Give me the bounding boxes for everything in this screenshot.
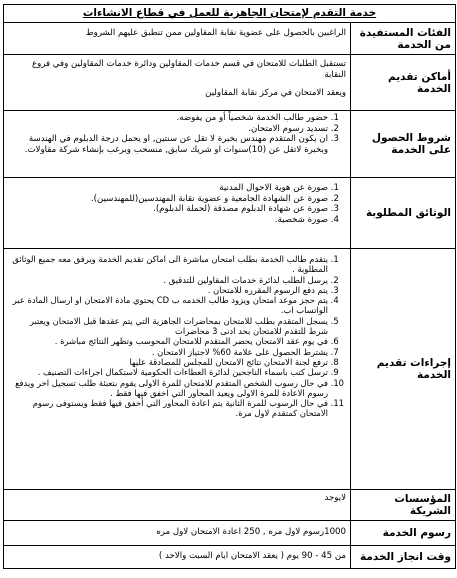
list-item: 1. حضور طالب الخدمة شخصياً أو من يفوضه.	[8, 113, 328, 124]
list-item: 3. صورة عن شهادة الدبلوم مصدقة (لحملة الدبلوم).	[8, 204, 328, 215]
duration-content	[4, 546, 351, 568]
list-item: 2. تسديد رسوم الامتحان.	[8, 124, 328, 135]
beneficiaries-text: الراغبين بالحصول على عضوية نقابة المقاولين ممن تنطبق عليهم الشروط	[85, 28, 346, 38]
document-title: خدمة التقدم لإمتحان الجاهزية للعمل في قطاع الانشاءات	[4, 5, 455, 23]
locations-line-2: ويعقد الامتحان في مركز نقابة المقاولين	[205, 88, 346, 99]
fees-text: 1000رسوم لاول مره , 250 اعادة الامتحان لاول مره	[156, 527, 346, 537]
list-item: 7. يشترط الحصول على علامة 60% لاجتياز الامتحان .	[8, 347, 328, 357]
list-item: 11. في حال الرسوب للمرة الثانية يتم اعادة المحاور التي أخفق فيها فقط ويستوفى رسوم الامتحان كمتقدم لاول مرة.	[8, 398, 328, 419]
list-item: 10. في حال رسوب الشخص المتقدم للامتحان للمرة الاولى يقوم بتعبئة طلب تسجيل اخر ويدفع رسوم الاعادة للمرة الاولى ويعيد المحاور التي اخفق فيها فقط .	[8, 378, 328, 399]
list-item: 2. يرسل الطلب لدائرة خدمات المقاولين للتدقيق .	[8, 275, 328, 285]
row-beneficiaries	[4, 23, 455, 55]
conditions-content	[4, 111, 351, 177]
row-documents	[4, 178, 455, 249]
locations-line-1: تستقبل الطلبات للامتحان في قسم خدمات المقاولين ودائرة خدمات المقاولين وفي فروع النقابة	[31, 59, 346, 80]
list-item: 4. صورة شخصية.	[8, 215, 328, 226]
conditions-list	[8, 113, 346, 155]
duration-text: من 45 - 90 يوم ( يعقد الامتحان ايام السبت والاحد )	[158, 551, 346, 561]
fees-content	[4, 521, 351, 545]
procedures-content	[4, 249, 351, 489]
documents-list	[8, 183, 346, 225]
row-conditions	[4, 111, 455, 178]
list-item: 4. يتم حجز موعد امتحان ويزود طالب الخدمه ب CD يحتوي مادة الامتحان او ارسال المادة عبر الواتساب اب.	[8, 295, 328, 316]
row-locations	[4, 55, 455, 111]
procedures-label: إجراءات تقديم الخدمة	[376, 357, 451, 381]
documents-label: الوثائق المطلوبة	[365, 207, 451, 219]
conditions-label: شروط الحصول على الخدمة	[371, 132, 451, 156]
list-item: 9. ترسل كتب باسماء الناجحين لدائرة العطاءات الحكومية لاستكمال اجراءات التصنيف .	[8, 367, 328, 377]
fees-label: رسوم الخدمة	[382, 527, 451, 539]
list-item: 1. صورة عن هوية الاحوال المدنية	[8, 183, 328, 194]
list-item: 3. يتم دفع الرسوم المقرره للامتحان .	[8, 285, 328, 295]
duration-label: وقت انجاز الخدمة	[360, 551, 451, 563]
row-fees	[4, 521, 455, 546]
list-item: 8. ترفع لجنة الامتحان نتائج الامتحان للمجلس للمصادقة عليها	[8, 357, 328, 367]
partners-text: لايوجد	[324, 493, 346, 503]
beneficiaries-content	[4, 23, 351, 54]
locations-content	[4, 55, 351, 110]
service-document	[3, 4, 456, 569]
documents-content	[4, 178, 351, 248]
partners-content	[4, 490, 351, 520]
list-item: 6. في يوم عقد الامتحان يحضر المتقدم للامتحان المحوسب وتظهر النتائج مباشرة .	[8, 336, 328, 346]
list-item: 2. صورة عن الشهادة الجامعية و عضوية نقابة المهندسين(للمهندسين).	[8, 194, 328, 205]
list-item: 5. يسجل المتقدم بطلب للامتحان بمحاضرات الجاهزية التي يتم عقدها قبل الامتحان ويعتبر شرط للتقدم للامتحان بحد ادنى 3 محاضرات	[8, 316, 328, 337]
row-procedures	[4, 249, 455, 490]
procedures-list	[8, 254, 346, 419]
locations-label: أماكن تقديم الخدمة	[388, 70, 451, 95]
beneficiaries-label: الفئات المستفيدة من الخدمة	[359, 26, 451, 51]
row-partners	[4, 490, 455, 521]
partners-label: المؤسسات الشريكة	[394, 493, 451, 517]
list-item: 1. يتقدم طالب الخدمة بطلب امتحان مباشرة الى اماكن تقديم الخدمة ويرفق معه جميع الوثائق المطلوبة .	[8, 254, 328, 275]
list-item: 3. ان يكون المتقدم مهندس بخبرة لا تقل عن سنتين, او يحمل درجة الدبلوم في الهندسة وبخبرة لاتقل عن (10)سنوات او شريك سابق, منسحب وبرغب بإنشاء شركة مقاولات.	[8, 134, 328, 155]
row-duration	[4, 546, 455, 568]
